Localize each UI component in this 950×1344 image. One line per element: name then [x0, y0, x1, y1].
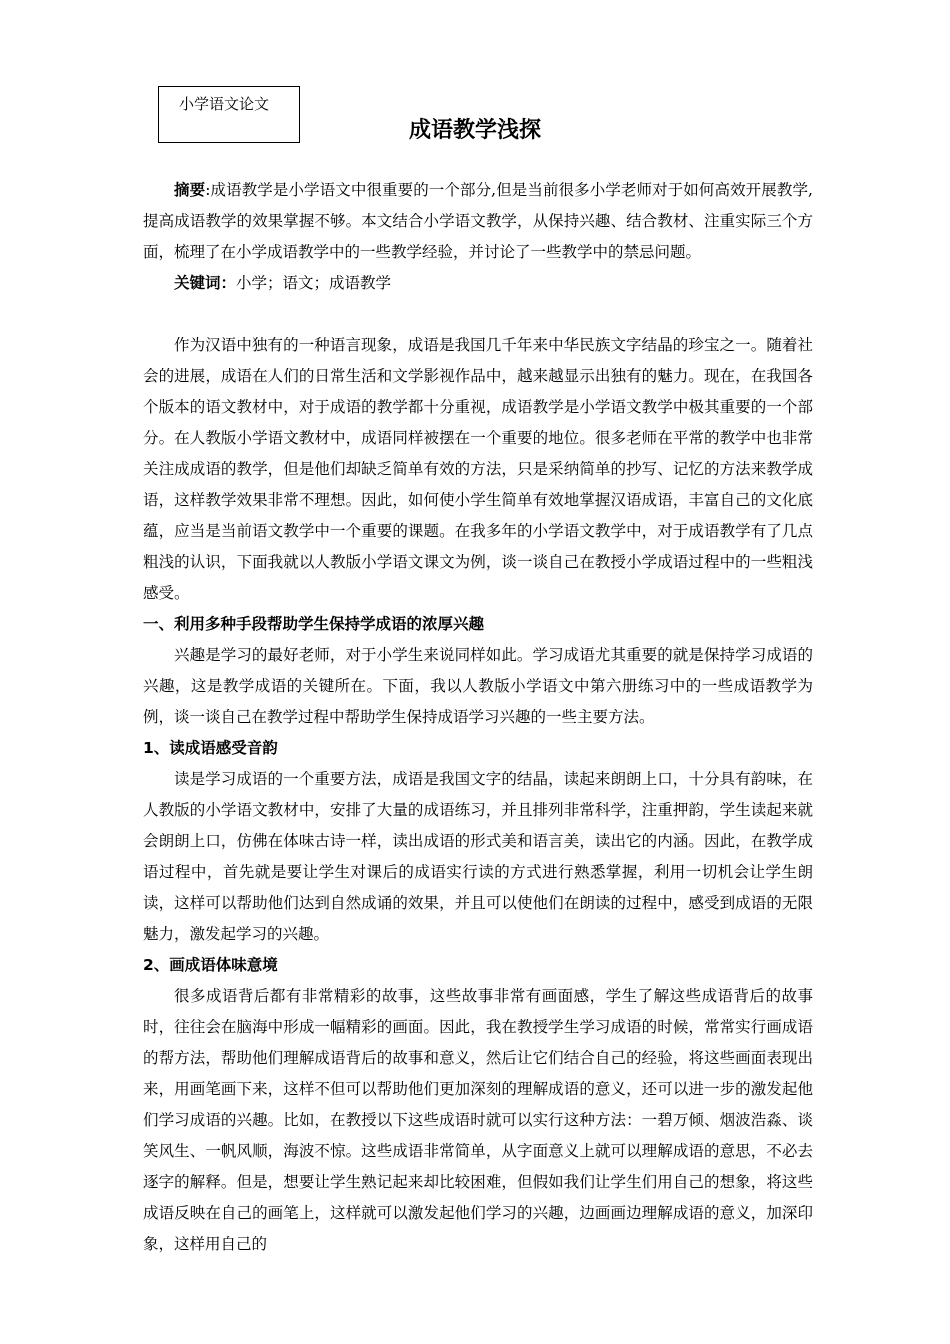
subsection-heading-2: 2、画成语体味意境 — [143, 956, 278, 974]
keywords-label: 关键词： — [174, 274, 237, 292]
section-paragraph-1: 兴趣是学习的最好老师，对于小学生来说同样如此。学习成语尤其重要的就是保持学习成语的兴趣，这是教学成语的关键所在。下面，我以人教版小学语文中第六册练习中的一些成语教学为例，谈一谈自己在教学过程中帮助学生保持成语学习兴趣的一些主要方法。 — [143, 646, 813, 726]
abstract-label: 摘要 — [174, 181, 206, 199]
abstract-paragraph — [143, 175, 813, 268]
intro-paragraph: 作为汉语中独有的一种语言现象，成语是我国几千年来中华民族文字结晶的珍宝之一。随着社会的进展，成语在人们的日常生活和文学影视作品中，越来越显示出独有的魅力。现在，在我国各个版本的语文教材中，对于成语的教学都十分重视，成语教学是小学语文教学中极其重要的一个部分。在人教版小学语文教材中，成语同样被摆在一个重要的地位。很多老师在平常的教学中也非常关注成成语的教学，但是他们却缺乏简单有效的方法，只是采纳简单的抄写、记忆的方法来教学成语，这样教学效果非常不理想。因此，如何使小学生简单有效地掌握汉语成语，丰富自己的文化底蕴，应当是当前语文教学中一个重要的课题。在我多年的小学语文教学中，对于成语教学有了几点粗浅的认识，下面我就以人教版小学语文课文为例，谈一谈自己在教授小学成语过程中的一些粗浅感受。 — [143, 336, 813, 602]
category-label: 小学语文论文 — [179, 95, 270, 113]
subsection-paragraph-1: 读是学习成语的一个重要方法，成语是我国文字的结晶，读起来朗朗上口，十分具有韵味，在人教版的小学语文教材中，安排了大量的成语练习，并且排列非常科学，注重押韵，学生读起来就会朗朗上口，仿佛在体味古诗一样，读出成语的形式美和语言美，读出它的内涵。因此，在教学成语过程中，首先就是要让学生对课后的成语实行读的方式进行熟悉掌握，利用一切机会让学生朗读，这样可以帮助他们达到自然成诵的效果，并且可以使他们在朗读的过程中，感受到成语的无限魅力，激发起学习的兴趣。 — [143, 770, 813, 943]
section-heading-1: 一、利用多种手段帮助学生保持学成语的浓厚兴趣 — [143, 615, 485, 633]
subsection-paragraph-2: 很多成语背后都有非常精彩的故事，这些故事非常有画面感，学生了解这些成语背后的故事时，往往会在脑海中形成一幅精彩的画面。因此，我在教授学生学习成语的时候，常常实行画成语的帮方法，帮助他们理解成语背后的故事和意义，然后让它们结合自己的经验，将这些画面表现出来，用画笔画下来，这样不但可以帮助他们更加深刻的理解成语的意义，还可以进一步的激发起他们学习成语的兴趣。比如，在教授以下这些成语时就可以实行这种方法：一碧万倾、烟波浩淼、谈笑风生、一帆风顺，海波不惊。这些成语非常简单，从字面意义上就可以理解成语的意思，不必去逐字的解释。但是，想要让学生熟记起来却比较困难，但假如我们让学生们用自己的想象，将这些成语反映在自己的画笔上，这样就可以激发起他们学习的兴趣，边画画边理解成语的意义，加深印象，这样用自己的 — [143, 987, 813, 1253]
keywords-text: 小学；语文；成语教学 — [236, 274, 392, 292]
subsection-heading-1: 1、读成语感受音韵 — [143, 739, 278, 757]
document-title: 成语教学浅探 — [408, 118, 541, 143]
abstract-text: :成语教学是小学语文中很重要的一个部分,但是当前很多小学老师对于如何高效开展教学,提高成语教学的效果掌握不够。本文结合小学语文教学，从保持兴趣、结合教材、注重实际三个方面，梳理了在小学成语教学中的一些教学经验，并讨论了一些教学中的禁忌问题。 — [143, 181, 813, 261]
document-body — [143, 175, 813, 1260]
keywords-paragraph — [143, 268, 813, 299]
